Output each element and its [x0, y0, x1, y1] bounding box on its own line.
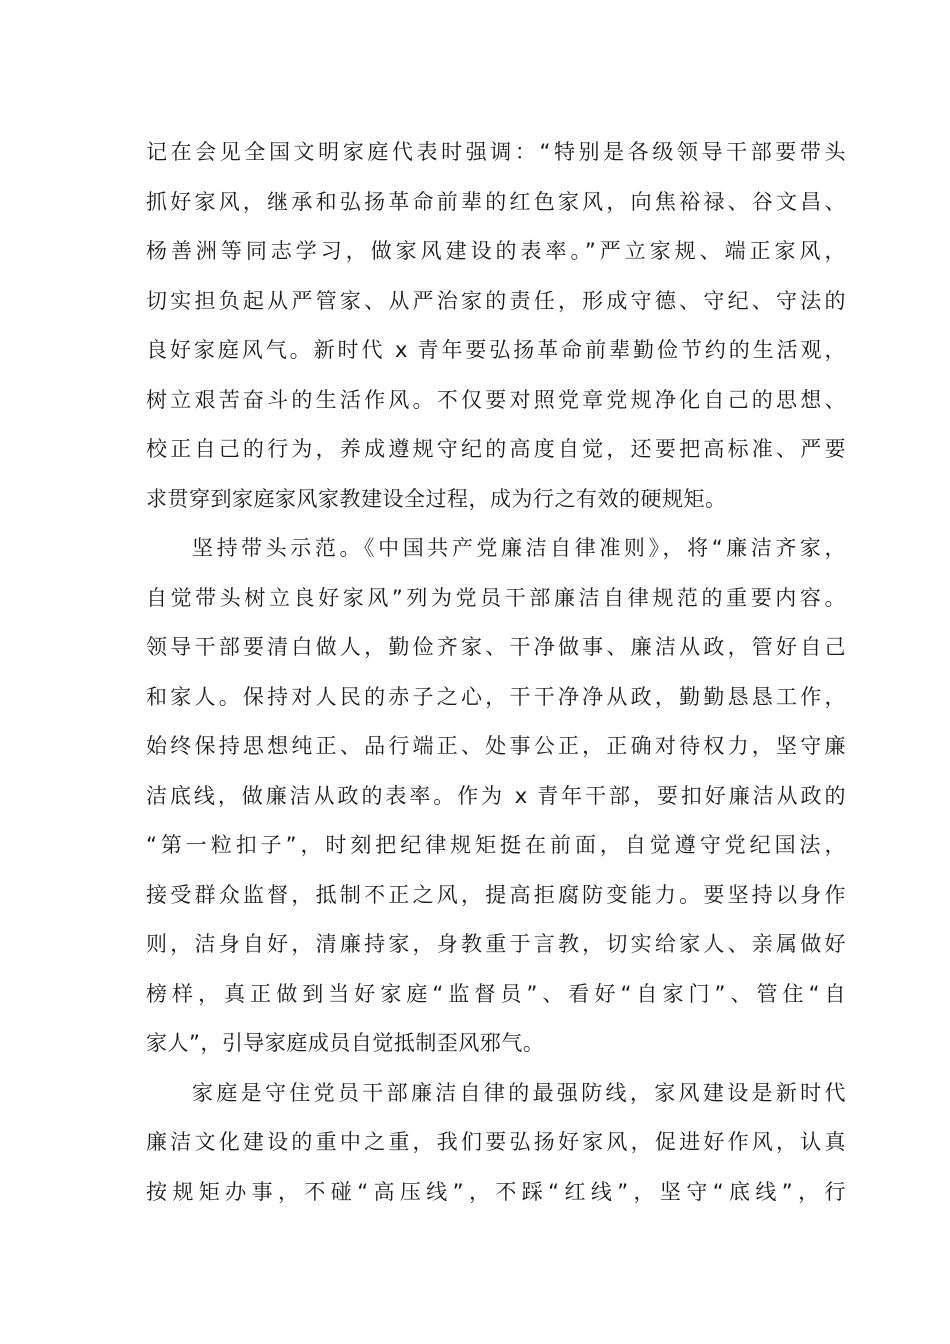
paragraph-1-line-6: 树立艰苦奋斗的生活作风。不仅要对照党章党规净化自己的思想、	[146, 387, 846, 412]
paragraph-1-line-7: 校正自己的行为，养成遵规守纪的高度自觉，还要把高标准、严要	[146, 437, 846, 461]
paragraph-1-line-5: 良好家庭风气。新时代 x 青年要弘扬革命前辈勤俭节约的生活观，	[146, 338, 846, 362]
paragraph-2-line-10: 榜样，真正做到当好家庭“监督员”、看好“自家门”、管住“自	[146, 981, 846, 1006]
paragraph-2-line-8: 接受群众监督，抵制不正之风，提高拒腐防变能力。要坚持以身作	[146, 882, 846, 907]
paragraph-2-line-11: 家人”，引导家庭成员自觉抵制歪风邪气。	[146, 1031, 545, 1055]
paragraph-2-line-2: 自觉带头树立良好家风”列为党员干部廉洁自律规范的重要内容。	[146, 585, 846, 610]
paragraph-2-line-6: 洁底线，做廉洁从政的表率。作为 x 青年干部，要扣好廉洁从政的	[146, 783, 846, 808]
paragraph-3-line-1: 家庭是守住党员干部廉洁自律的最强防线，家风建设是新时代	[192, 1080, 846, 1105]
paragraph-1-line-4: 切实担负起从严管家、从严治家的责任，形成守德、守纪、守法的	[146, 288, 846, 313]
paragraph-2-line-7: “第一粒扣子”，时刻把纪律规矩挺在前面，自觉遵守党纪国法，	[146, 833, 846, 857]
paragraph-2-line-5: 始终保持思想纯正、品行端正、处事公正，正确对待权力，坚守廉	[146, 734, 846, 758]
paragraph-3-line-2: 廉洁文化建设的重中之重，我们要弘扬好家风，促进好作风，认真	[146, 1130, 846, 1154]
paragraph-3-line-3: 按规矩办事，不碰“高压线”，不踩“红线”，坚守“底线”，行	[146, 1179, 846, 1204]
paragraph-1-line-8: 求贯穿到家庭家风家教建设全过程，成为行之有效的硬规矩。	[146, 486, 727, 511]
paragraph-2-line-3: 领导干部要清白做人，勤俭齐家、干净做事、廉洁从政，管好自己	[146, 635, 846, 659]
paragraph-2-line-9: 则，洁身自好，清廉持家，身教重于言教，切实给家人、亲属做好	[146, 932, 846, 956]
paragraph-1-line-1: 记在会见全国文明家庭代表时强调：“特别是各级领导干部要带头	[146, 140, 846, 164]
paragraph-2-line-4: 和家人。保持对人民的赤子之心，干干净净从政，勤勤恳恳工作，	[146, 684, 846, 709]
paragraph-2-line-1: 坚持带头示范。《中国共产党廉洁自律准则》，将“廉洁齐家，	[192, 536, 846, 560]
paragraph-1-line-3: 杨善洲等同志学习，做家风建设的表率。”严立家规、端正家风，	[146, 239, 846, 263]
paragraph-1-line-2: 抓好家风，继承和弘扬革命前辈的红色家风，向焦裕禄、谷文昌、	[146, 189, 846, 214]
document-body	[146, 128, 846, 1217]
